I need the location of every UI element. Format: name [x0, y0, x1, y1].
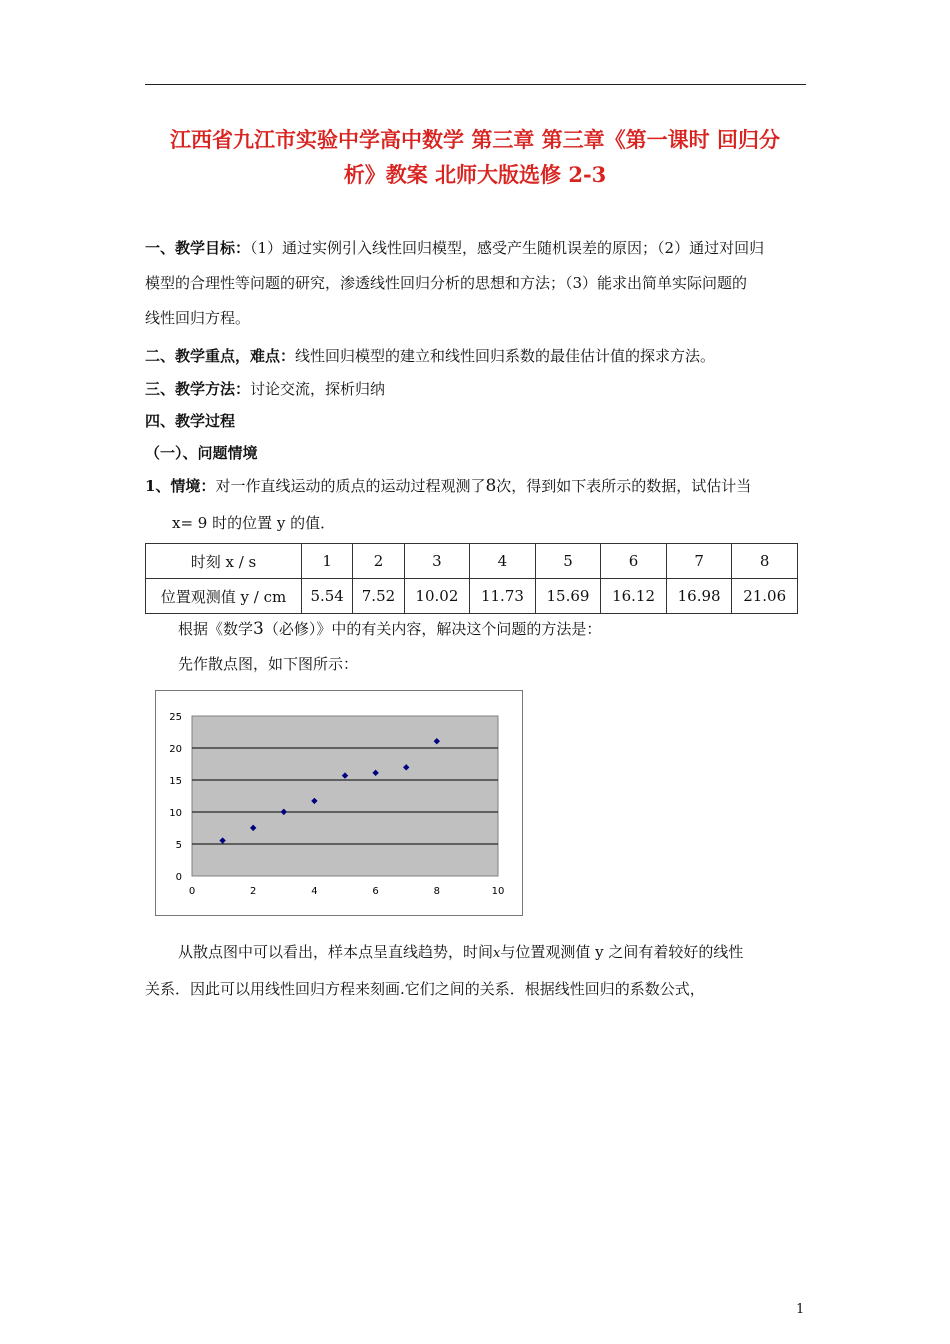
y-tick-label: 10: [169, 808, 182, 819]
document-title-line-1: 江西省九江市实验中学高中数学 第三章 第三章《第一课时 回归分: [170, 127, 780, 152]
table-cell: 3: [404, 544, 470, 579]
x-tick-label: 6: [372, 886, 379, 897]
method-line: [145, 378, 385, 400]
goals-line-2: 模型的合理性等问题的研究，渗透线性回归分析的思想和方法；（3）能求出简单实际问题的: [145, 274, 748, 292]
paragraph-trend-line-1: [178, 941, 743, 965]
header-rule: [145, 84, 806, 85]
table-cell: 10.02: [404, 579, 470, 614]
y-tick-label: 15: [169, 776, 182, 787]
x-tick-label: 8: [433, 886, 440, 897]
y-tick-label: 0: [175, 872, 182, 883]
goals-label: 一、教学目标：: [145, 239, 251, 257]
goals-line-1: [145, 237, 764, 259]
table-cell: 1: [302, 544, 353, 579]
goals-line-3: 线性回归方程。: [145, 309, 251, 327]
x-tick-label: 2: [250, 886, 257, 897]
paragraph-method-source: [178, 618, 601, 640]
key-points-label: 二、教学重点，难点：: [145, 347, 296, 365]
paragraph-text-a: 根据《数学: [178, 620, 254, 638]
table-row-time: [146, 544, 798, 579]
table-header-time: 时刻 x / s: [146, 544, 302, 579]
table-cell: 16.12: [601, 579, 667, 614]
table-cell: 16.98: [666, 579, 732, 614]
paragraph-text-b: （必修）》中的有关内容，解决这个问题的方法是：: [263, 620, 602, 638]
table-cell: 6: [601, 544, 667, 579]
method-text: 讨论交流，探析归纳: [250, 380, 386, 398]
table-cell: 7.52: [353, 579, 404, 614]
trend-text-b: 与位置观测值 y 之间有着较好的线性: [500, 943, 744, 961]
key-points-text: 线性回归模型的建立和线性回归系数的最佳估计值的探求方法。: [295, 347, 716, 365]
situation-text-b: 次，得到如下表所示的数据，试估计当: [496, 477, 752, 495]
situation-text-a: 对一作直线运动的质点的运动过程观测了: [215, 477, 486, 495]
scatter-chart: [155, 690, 523, 916]
table-cell: 21.06: [732, 579, 798, 614]
table-cell: 8: [732, 544, 798, 579]
situation-label: 1、情境：: [145, 477, 216, 495]
x-tick-label: 4: [311, 886, 318, 897]
book-number: 3: [253, 619, 264, 639]
y-tick-label: 5: [175, 840, 182, 851]
table-cell: 4: [470, 544, 536, 579]
table-cell: 15.69: [535, 579, 601, 614]
key-points-line: [145, 345, 715, 367]
table-cell: 2: [353, 544, 404, 579]
plot-area: [192, 716, 498, 876]
observation-count: 8: [485, 476, 497, 496]
method-label: 三、教学方法：: [145, 380, 251, 398]
x-tick-label: 10: [491, 886, 505, 897]
table-cell: 5: [535, 544, 601, 579]
situation-line-1: [145, 475, 751, 497]
document-title-line-2: 析》教案 北师大版选修 2-3: [343, 162, 607, 187]
table-cell: 7: [666, 544, 732, 579]
page-number: 1: [796, 1302, 805, 1317]
goals-text-1: （1）通过实例引入线性回归模型，感受产生随机误差的原因；（2）通过对回归: [250, 239, 765, 257]
trend-text-a: 从散点图中可以看出，样本点呈直线趋势，时间: [178, 943, 494, 961]
y-tick-label: 20: [169, 744, 182, 755]
paragraph-trend-line-2: 关系．因此可以用线性回归方程来刻画.它们之间的关系．根据线性回归的系数公式，: [145, 980, 705, 998]
table-header-position: 位置观测值 y / cm: [146, 579, 302, 614]
situation-line-2: x= 9 时的位置 y 的值．: [172, 514, 336, 532]
x-tick-label: 0: [188, 886, 196, 897]
variable-x: x: [493, 946, 501, 961]
table-row-position: [146, 579, 798, 614]
paragraph-scatter-intro: 先作散点图，如下图所示：: [178, 655, 359, 673]
section-heading: （一）、问题情境: [145, 444, 258, 462]
y-tick-label: 25: [169, 712, 182, 723]
process-heading: 四、教学过程: [145, 412, 236, 430]
observation-table: [145, 543, 798, 614]
scatter-chart-svg: [156, 691, 522, 915]
table-cell: 5.54: [302, 579, 353, 614]
table-cell: 11.73: [470, 579, 536, 614]
